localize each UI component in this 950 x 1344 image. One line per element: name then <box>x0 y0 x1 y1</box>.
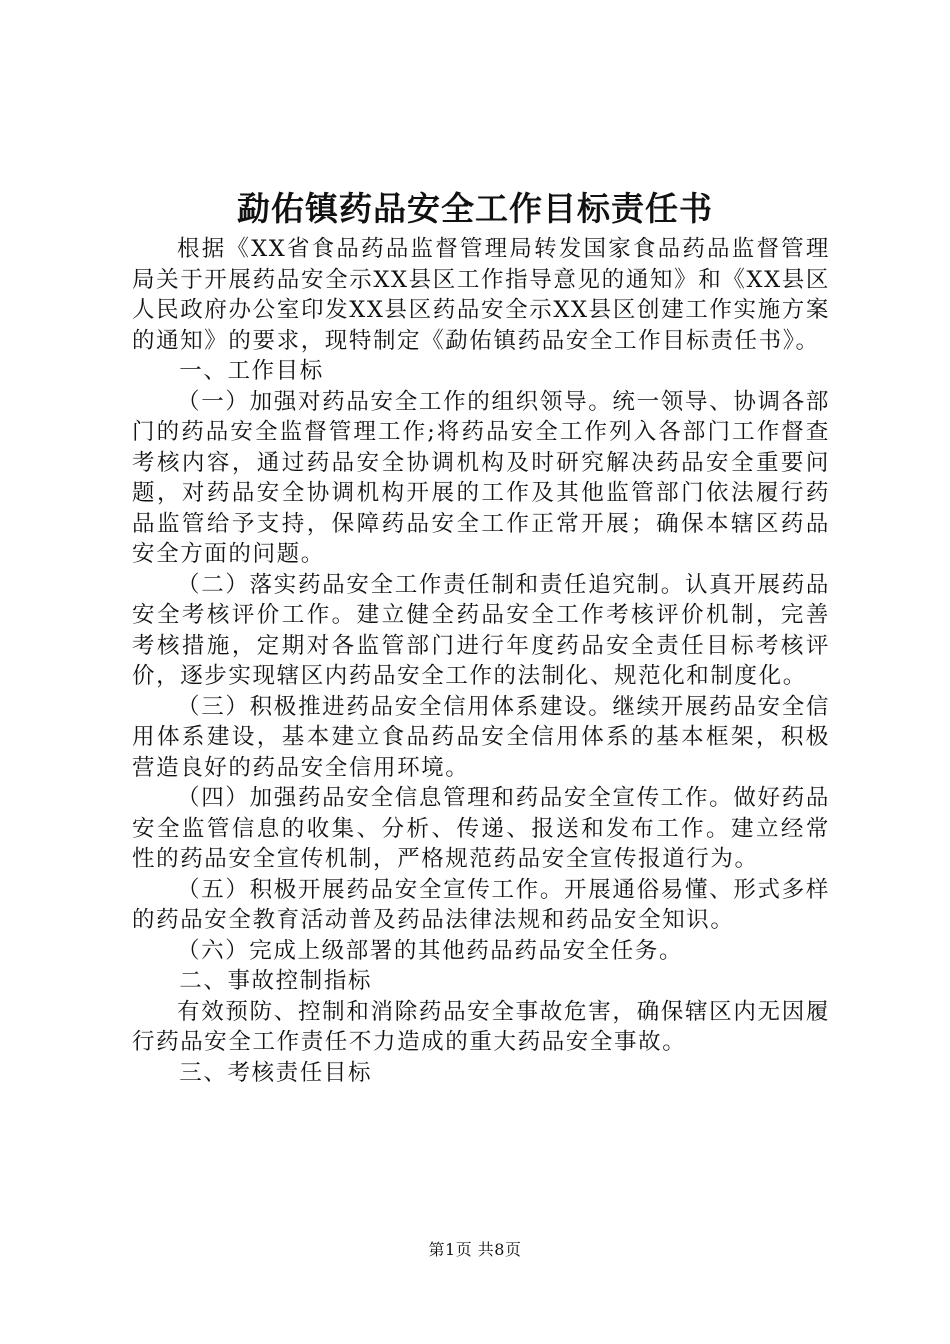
paragraph-goal-1: （一）加强对药品安全工作的组织领导。统一领导、协调各部门的药品安全监督管理工作;将药品安全工作列入各部门工作督查考核内容，通过药品安全协调机构及时研究解决药品安全重要问题，对药品安全协调机构开展的工作及其他监管部门依法履行药品监管给予支持，保障药品安全工作正常开展；确保本辖区药品安全方面的问题。 <box>132 388 830 567</box>
paragraph-goal-2: （二）落实药品安全工作责任制和责任追究制。认真开展药品安全考核评价工作。建立健全药品安全工作考核评价机制，完善考核措施，定期对各监管部门进行年度药品安全责任目标考核评价，逐步实现辖区内药品安全工作的法制化、规范化和制度化。 <box>132 571 830 689</box>
paragraph-intro: 根据《XX省食品药品监督管理局转发国家食品药品监督管理局关于开展药品安全示XX县区工作指导意见的通知》和《XX县区人民政府办公室印发XX县区药品安全示XX县区创建工作实施方案的通知》的要求，现特制定《勐佑镇药品安全工作目标责任书》。 <box>132 236 830 354</box>
paragraph-goal-6: （六）完成上级部署的其他药品药品安全任务。 <box>177 937 684 964</box>
page-footer: 第1页 共8页 <box>428 1240 522 1259</box>
paragraph-accident-control: 有效预防、控制和消除药品安全事故危害，确保辖区内无因履行药品安全工作责任不力造成的重大药品安全事故。 <box>132 998 830 1055</box>
paragraph-goal-4: （四）加强药品安全信息管理和药品安全宣传工作。做好药品安全监管信息的收集、分析、传递、报送和发布工作。建立经常性的药品安全宣传机制，严格规范药品安全宣传报道行为。 <box>132 785 830 872</box>
document-body <box>132 234 830 1088</box>
document-title: 勐佑镇药品安全工作目标责任书 <box>237 189 713 228</box>
section-heading-assessment: 三、考核责任目标 <box>179 1059 373 1086</box>
section-heading-accident-control: 二、事故控制指标 <box>179 968 373 994</box>
paragraph-goal-3: （三）积极推进药品安全信用体系建设。继续开展药品安全信用体系建设，基本建立食品药品安全信用体系的基本框架，积极营造良好的药品安全信用环境。 <box>132 693 830 781</box>
section-heading-work-goals: 一、工作目标 <box>179 358 324 384</box>
paragraph-goal-5: （五）积极开展药品安全宣传工作。开展通俗易懂、形式多样的药品安全教育活动普及药品法律法规和药品安全知识。 <box>132 876 830 933</box>
